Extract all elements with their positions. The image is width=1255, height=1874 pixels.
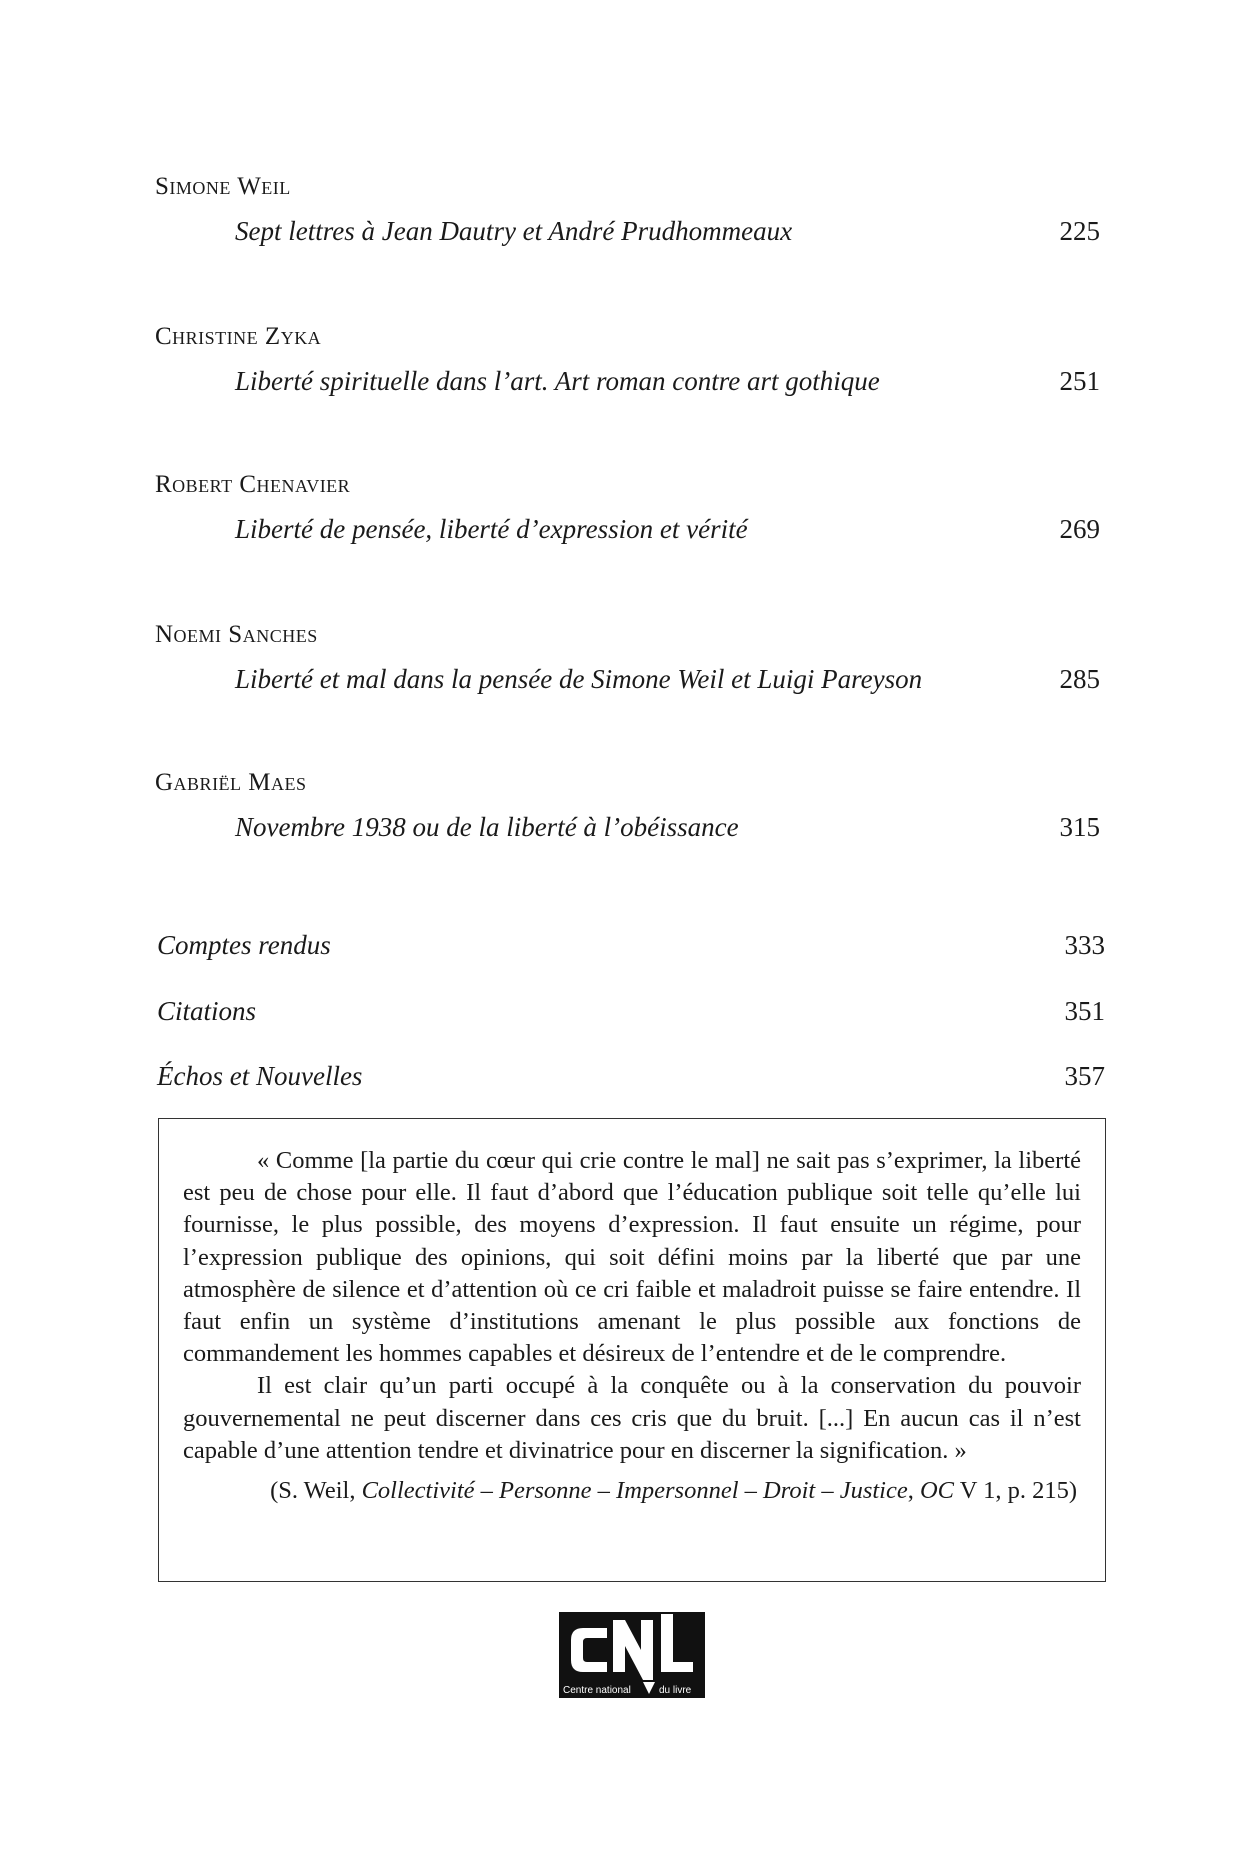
toc-section <box>157 928 1105 962</box>
entry-author: Christine Zyka <box>155 323 322 350</box>
entry-title-row <box>155 364 1100 398</box>
toc-section <box>157 1059 1105 1093</box>
section-label: Échos et Nouvelles <box>157 1061 363 1091</box>
citation-prefix: (S. Weil, <box>270 1477 362 1505</box>
entry-title-row <box>155 662 1100 696</box>
entry-page-number: 315 <box>1059 812 1100 842</box>
entry-author: Gabriël Maes <box>155 769 307 796</box>
entry-page-number: 225 <box>1059 216 1100 246</box>
entry-title: Novembre 1938 ou de la liberté à l’obéissance <box>235 812 739 842</box>
citation-oc: OC <box>919 1477 955 1505</box>
quote-paragraph: « Comme [la partie du cœur qui crie contre le mal] ne sait pas s’exprimer, la liberté est peu de chose pour elle. Il faut d’abord que l’éducation publique soit telle qu’elle lui fournisse, le plus possible, des moyens d’expression. Il faut ensuite un régime, pour l’expression publique des opinions, qui soit défini moins par la liberté que par une atmosphère de silence et d’attention où ce cri faible et maladroit puisse se faire entendre. Il faut enfin un système d’institutions amenant le plus possible aux fonctions de commandement les hommes capables et désireux de l’entendre et de le comprendre. <box>183 1147 1081 1368</box>
entry-author: Noemi Sanches <box>155 621 318 648</box>
citation-suffix: V 1, p. 215) <box>954 1477 1077 1505</box>
toc-entry <box>155 620 1100 696</box>
quotation-box <box>158 1118 1106 1582</box>
entry-page-number: 251 <box>1059 366 1100 396</box>
entry-page-number: 285 <box>1059 664 1100 694</box>
section-label: Comptes rendus <box>157 930 331 960</box>
toc-entry <box>155 322 1100 398</box>
entry-author: Robert Chenavier <box>155 471 351 498</box>
toc-entry <box>155 768 1100 844</box>
entry-title-row <box>155 810 1100 844</box>
toc-entry <box>155 172 1100 248</box>
entry-title: Liberté spirituelle dans l’art. Art roman contre art gothique <box>235 366 880 396</box>
citation-separator: , <box>907 1477 920 1505</box>
entry-title-row <box>155 512 1100 546</box>
entry-title-row <box>155 214 1100 248</box>
section-page-number: 351 <box>1064 996 1105 1026</box>
section-page-number: 357 <box>1064 1061 1105 1091</box>
toc-entry <box>155 470 1100 546</box>
entry-title: Liberté de pensée, liberté d’expression et vérité <box>235 514 748 544</box>
section-label: Citations <box>157 996 257 1026</box>
quote-paragraph: Il est clair qu’un parti occupé à la conquête ou à la conservation du pouvoir gouvernemental ne peut discerner dans ces cris que du bruit. [...] En aucun cas il n’est capable d’une attention tendre et divinatrice pour en discerner la signification. » <box>183 1372 1081 1464</box>
toc-section <box>157 994 1105 1028</box>
entry-page-number: 269 <box>1059 514 1100 544</box>
entry-title: Sept lettres à Jean Dautry et André Prudhommeaux <box>235 216 793 246</box>
quote-citation <box>183 1475 1081 1507</box>
cnl-logo <box>557 1610 707 1702</box>
svg-text:Centre national: Centre national <box>563 1685 631 1696</box>
entry-title: Liberté et mal dans la pensée de Simone Weil et Luigi Pareyson <box>235 664 923 694</box>
section-page-number: 333 <box>1064 930 1105 960</box>
svg-text:du livre: du livre <box>659 1685 692 1696</box>
entry-author: Simone Weil <box>155 173 291 200</box>
citation-title: Collectivité – Personne – Impersonnel – Droit – Justice <box>361 1477 908 1505</box>
